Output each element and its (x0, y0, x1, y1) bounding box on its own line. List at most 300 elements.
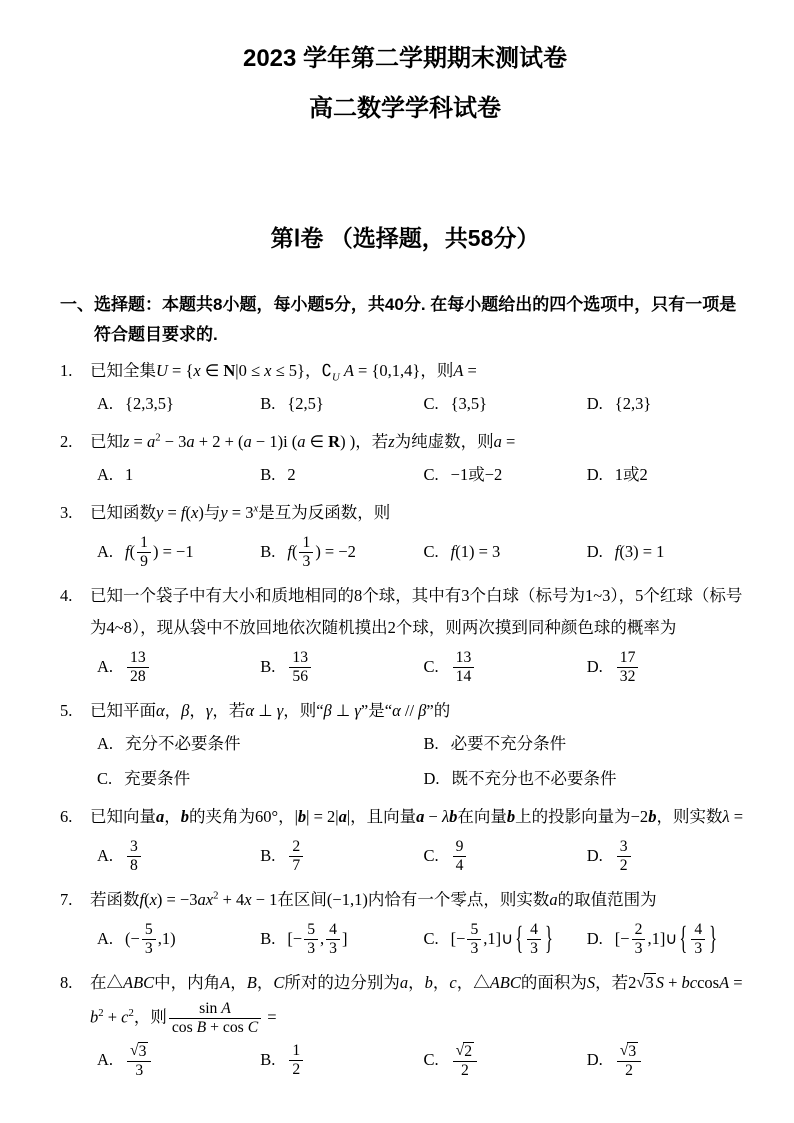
question-number: 6. (60, 806, 73, 826)
option-A (97, 460, 260, 491)
question-number: 5. (60, 701, 73, 721)
fraction (169, 1000, 261, 1037)
math-run: α (156, 701, 165, 721)
math-run: C (273, 973, 285, 993)
option-label: A. (97, 929, 114, 949)
option-content (287, 921, 347, 958)
math-run: N (223, 360, 236, 380)
math-run: [− (450, 929, 466, 949)
math-run: 1 (302, 533, 311, 551)
text-run: 的夹角为 (189, 806, 255, 826)
math-run: 3 (694, 940, 703, 958)
math-run: + (103, 1006, 122, 1026)
fraction-denominator (617, 856, 631, 875)
fraction (617, 1042, 641, 1080)
math-run: 2 (128, 1006, 134, 1019)
math-run: + 4 (218, 890, 245, 910)
option-label: C. (423, 929, 439, 949)
math-run: ) = −2 (315, 542, 356, 562)
math-run: = (463, 360, 477, 380)
radicand (644, 973, 655, 993)
question-stem (60, 884, 750, 916)
math-run: |0 ≤ (235, 360, 265, 380)
fraction-numerator (617, 1042, 641, 1061)
math-run: 13 (455, 649, 472, 667)
fraction-denominator (137, 552, 151, 571)
math-run: = (129, 431, 147, 451)
math-run: 2 (639, 464, 648, 484)
fraction-denominator (127, 856, 141, 875)
option-D (587, 646, 750, 689)
options-row (97, 531, 750, 574)
math-run: ⊥ (331, 701, 355, 721)
fraction (453, 838, 467, 875)
math-run: ( (185, 502, 191, 522)
math-run: b (648, 806, 657, 826)
options-row (97, 1039, 750, 1083)
math-run: − 1 (251, 890, 278, 910)
math-run: 3 (307, 940, 316, 958)
option-content (125, 732, 241, 757)
math-run: A (220, 973, 231, 993)
math-run: B (196, 1018, 207, 1036)
math-run: ,1]∪ (647, 929, 678, 949)
option-content (451, 649, 477, 686)
math-run: 3 (470, 940, 479, 958)
math-run: ∈ (200, 360, 224, 380)
math-run: 14 (455, 668, 472, 686)
math-run: ,1) (157, 929, 176, 949)
option-label: D. (586, 846, 603, 866)
math-run: 3 (135, 1061, 144, 1079)
fraction-numerator (632, 921, 646, 939)
fraction-denominator (289, 1060, 303, 1079)
exam-title-line1: 2023 学年第二学期期末测试卷 (242, 45, 568, 72)
text-run: 内恰有一个零点，则实数 (367, 890, 550, 910)
option-content (615, 392, 651, 417)
question-stem (60, 497, 750, 529)
option-A (97, 389, 260, 420)
text-run: ， (256, 973, 274, 993)
text-run: ，若 (595, 973, 629, 993)
math-run: (− (125, 929, 140, 949)
math-run: ABC (489, 973, 521, 993)
math-run: γ (354, 701, 361, 721)
math-run: 3 (130, 838, 138, 856)
math-run: 4 (694, 921, 703, 939)
text-run: 已知 (90, 431, 123, 451)
math-run: γ (205, 701, 213, 721)
fraction-denominator (617, 667, 639, 686)
text-run: ”是“ (360, 701, 393, 721)
radicand (138, 1042, 149, 1061)
math-run: + cos (206, 1018, 248, 1036)
option-content (451, 732, 567, 757)
math-run: 3 (634, 940, 643, 958)
math-run: ∁ (321, 360, 332, 380)
fraction (127, 838, 141, 875)
text-run: ，则实数 (656, 806, 723, 826)
radicand (463, 1042, 474, 1061)
option-content (287, 534, 356, 571)
text-run: 充要条件 (124, 769, 191, 789)
text-run: 在区间 (277, 890, 327, 910)
text-run: 的面积为 (520, 973, 587, 993)
option-C (424, 918, 587, 961)
option-content (125, 463, 133, 488)
math-run: ] (341, 929, 348, 949)
math-run: z (123, 431, 130, 451)
math-run: | (346, 806, 351, 826)
fraction (617, 649, 639, 686)
math-run: f (180, 502, 186, 522)
math-run: ( (129, 542, 136, 562)
set-brace: } (709, 919, 718, 958)
question-number: 2. (60, 431, 73, 451)
math-run: x (190, 502, 199, 522)
option-content (451, 921, 555, 958)
option-content (287, 649, 313, 686)
math-run: λ (441, 806, 450, 826)
option-content (125, 534, 194, 571)
option-label: B. (423, 734, 439, 754)
fraction-denominator (304, 939, 318, 958)
math-run: 3 (144, 940, 153, 958)
math-run: x (244, 890, 252, 910)
math-run: 4 (530, 921, 538, 939)
question (60, 884, 750, 961)
set-brace: { (515, 919, 524, 958)
math-run: sin (199, 999, 222, 1017)
math-run: 2 (155, 431, 161, 444)
option-C (424, 460, 587, 491)
text-run: 既不充分也不必要条件 (451, 769, 617, 789)
option-D (587, 460, 750, 491)
math-run: f (287, 542, 292, 562)
math-run: = (729, 806, 744, 826)
math-run: −1 (450, 464, 469, 484)
section-heading: 第Ⅰ卷 （选择题，共58分） (270, 224, 540, 251)
exam-title-line2: 高二数学学科试卷 (309, 95, 501, 123)
math-run: 1 (292, 1042, 301, 1060)
math-run: γ (276, 701, 284, 721)
option-A (97, 531, 260, 574)
fraction (299, 534, 313, 571)
option-label: C. (423, 846, 439, 866)
math-run: S (586, 973, 596, 993)
option-content (451, 1042, 479, 1080)
text-run: ，且向量 (350, 806, 417, 826)
radical-sign: √ (130, 1041, 139, 1059)
math-run: 3 (619, 838, 628, 856)
question (60, 695, 750, 795)
math-run: C (247, 1018, 259, 1036)
math-run: 2 (213, 889, 219, 902)
fraction-numerator (326, 921, 340, 939)
option-content (124, 767, 190, 792)
option-label: D. (586, 1050, 603, 1070)
math-run: R (328, 431, 341, 451)
math-run: 7 (292, 857, 301, 875)
fraction-denominator (527, 939, 541, 958)
option-content (451, 463, 503, 488)
math-run: 2 (98, 1006, 104, 1019)
options-row (97, 389, 750, 420)
fraction (127, 1042, 151, 1080)
math-run: ) = −3 (156, 890, 198, 910)
math-run: △ (473, 973, 490, 993)
fraction-numerator (617, 649, 639, 667)
text-run: 或 (468, 464, 485, 484)
math-run: 17 (619, 649, 636, 667)
math-run: − 3 (160, 431, 187, 451)
option-content (287, 838, 305, 875)
fraction-denominator (289, 667, 311, 686)
math-run: x (253, 502, 259, 515)
math-run: λ (722, 806, 730, 826)
question (60, 497, 750, 574)
fraction-denominator (289, 856, 303, 875)
math-run: b (90, 1006, 99, 1026)
fraction-numerator (127, 1042, 151, 1061)
math-run: A (719, 973, 730, 993)
math-run: x (193, 360, 201, 380)
math-run: 5 (470, 921, 479, 939)
option-A (97, 646, 260, 689)
math-run: a (156, 806, 165, 826)
math-run: 4 (329, 921, 337, 939)
option-B (260, 918, 423, 961)
math-run: 5 (307, 921, 316, 939)
option-label: D. (586, 657, 603, 677)
fraction-numerator (289, 649, 311, 667)
math-run: β (181, 701, 190, 721)
options-row (97, 646, 750, 689)
math-run: U (331, 371, 340, 384)
math-run: a (297, 431, 306, 451)
text-run: ，若 (355, 431, 389, 451)
option-C (424, 1039, 587, 1083)
text-run: ， (432, 973, 450, 993)
text-run: ， (164, 701, 182, 721)
option-D (587, 389, 750, 420)
question-stem (60, 967, 750, 1036)
math-run: = (729, 973, 743, 993)
text-run: 已知一个袋子中有大小和质地相同的8个球，其中有3个白球（标号为1~3），5个红球（标号为4~8），现从袋中不放回地依次随机摸出2个球，则两次摸到同种颜色球的概率为 (90, 585, 743, 638)
option-label: C. (423, 657, 439, 677)
math-run: ( (291, 542, 298, 562)
math-run: a (146, 431, 156, 451)
math-run: x (149, 890, 157, 910)
math-run: cos (171, 1018, 197, 1036)
fraction-denominator (299, 552, 313, 571)
question-stem (60, 580, 750, 644)
text-run: 已知函数 (90, 502, 156, 522)
math-run: β (323, 701, 332, 721)
math-run: 1 (614, 464, 624, 484)
math-run: y (156, 502, 164, 522)
math-run: , (320, 929, 325, 949)
math-run: bc (681, 973, 698, 993)
fraction (289, 1042, 303, 1079)
option-content (615, 838, 633, 875)
fraction-denominator (617, 1061, 641, 1080)
math-run: b (506, 806, 516, 826)
text-run: ， (408, 973, 425, 993)
math-run: 8 (130, 857, 138, 875)
math-run: 2 (460, 1061, 469, 1079)
fraction (326, 921, 340, 958)
option-content (615, 540, 665, 565)
text-run: 在向量 (457, 806, 507, 826)
fraction-numerator (137, 534, 151, 552)
option-label: C. (423, 1050, 439, 1070)
option-C (97, 764, 424, 795)
text-run: 为纯虚数，则 (394, 431, 494, 451)
option-label: B. (260, 929, 276, 949)
math-run: B (246, 973, 257, 993)
fraction-denominator (691, 939, 705, 958)
option-label: C. (423, 394, 439, 414)
math-run: 2 (287, 464, 296, 484)
math-run: 5 (144, 921, 153, 939)
text-run: ，则 (420, 360, 454, 380)
math-run: S (655, 973, 664, 993)
math-run: ⊥ (254, 701, 277, 721)
math-run: b (297, 806, 307, 826)
math-run: 2 (292, 1061, 301, 1079)
fraction (289, 649, 311, 686)
option-D (587, 918, 750, 961)
option-content (125, 649, 151, 686)
option-content (287, 1042, 305, 1079)
option-C (424, 537, 587, 568)
math-run: ax (197, 890, 214, 910)
option-label: A. (97, 1050, 114, 1070)
math-run: ) = −1 (152, 542, 194, 562)
math-run: ABC (123, 973, 155, 993)
math-run: 2 (292, 838, 301, 856)
math-run: −2 (630, 806, 649, 826)
math-run: // (400, 701, 419, 721)
fraction-numerator (299, 534, 313, 552)
option-content (125, 921, 176, 958)
option-A (97, 1039, 260, 1083)
text-run: 或 (623, 464, 640, 484)
option-label: C. (423, 542, 439, 562)
fraction-denominator (127, 1061, 151, 1080)
math-run: 13 (130, 649, 146, 667)
question-number: 4. (60, 585, 73, 605)
fraction-numerator (453, 1042, 477, 1061)
option-content (615, 921, 719, 958)
fraction-numerator (617, 838, 631, 856)
option-A (97, 729, 424, 760)
radical-sign: √ (619, 1041, 629, 1059)
fraction (453, 1042, 477, 1080)
math-run: 2 (464, 1042, 473, 1060)
math-run: a (338, 806, 347, 826)
option-B (260, 460, 423, 491)
option-label: B. (260, 464, 276, 484)
math-run: 2 (619, 857, 628, 875)
option-label: A. (97, 657, 114, 677)
option-content (451, 392, 487, 417)
math-run: a (399, 973, 409, 993)
math-run: (−1,1) (326, 890, 368, 910)
math-run: x (264, 360, 272, 380)
fraction (617, 838, 631, 875)
option-content (451, 540, 501, 565)
square-root (456, 1042, 474, 1061)
option-label: D. (423, 769, 440, 789)
fraction (289, 838, 303, 875)
math-run: α (392, 701, 401, 721)
math-run: = { (167, 360, 194, 380)
question-stem (60, 355, 750, 387)
fraction-denominator (632, 939, 646, 958)
fraction-numerator (453, 649, 475, 667)
math-run: c (449, 973, 457, 993)
option-content (615, 649, 641, 686)
option-D (424, 764, 751, 795)
option-A (97, 918, 260, 961)
question-stem (60, 695, 750, 727)
math-run: 1 (125, 464, 134, 484)
square-root (636, 967, 655, 999)
fraction-numerator (289, 838, 303, 856)
text-run: 充分不必要条件 (125, 734, 241, 754)
option-content (287, 392, 323, 417)
question (60, 967, 750, 1082)
math-run: 2 (634, 921, 643, 939)
subscript (332, 371, 340, 383)
option-label: D. (586, 464, 603, 484)
math-run: 60° (255, 806, 279, 826)
option-label: A. (97, 734, 114, 754)
math-run: = (163, 502, 181, 522)
option-label: A. (97, 464, 114, 484)
math-run: 3 (138, 1042, 147, 1060)
fraction-numerator (289, 1042, 303, 1060)
option-label: B. (260, 542, 276, 562)
option-content (287, 463, 295, 488)
math-run: ≤ 5} (271, 360, 305, 380)
math-run: {2,5} (287, 394, 324, 414)
math-run: b (424, 973, 433, 993)
text-run: 中，内角 (154, 973, 221, 993)
question-number: 7. (60, 890, 73, 910)
option-label: C. (97, 769, 113, 789)
fraction-numerator (467, 921, 481, 939)
text-run: ，则 (133, 1006, 167, 1026)
option-D (587, 537, 750, 568)
option-label: A. (97, 394, 114, 414)
math-run: 1 (140, 533, 148, 551)
math-run: + (663, 973, 682, 993)
question (60, 355, 750, 420)
fraction (527, 921, 541, 958)
fraction (127, 649, 149, 686)
math-run: 3 (645, 973, 654, 993)
text-run: ， (304, 360, 322, 380)
math-run: − (424, 806, 442, 826)
fraction-numerator (304, 921, 318, 939)
option-B (260, 1039, 423, 1082)
math-run: 2 (625, 1061, 633, 1079)
option-C (424, 389, 587, 420)
questions-list (60, 355, 750, 1083)
